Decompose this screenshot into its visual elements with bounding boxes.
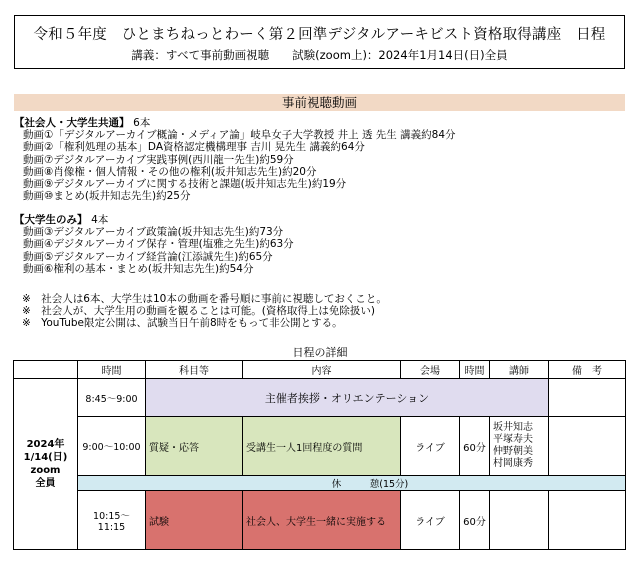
page-subtitle: 講義：すべて事前動画視聴 試験(zoom上)：2024年1月14日(日)全員 xyxy=(131,48,508,62)
row-time: 9:00～10:00 xyxy=(78,417,146,476)
video-item: 動画⑤デジタルアーカイブ経営論(江添誠先生)約65分 xyxy=(23,250,273,263)
venue-cell: ライブ xyxy=(401,491,460,550)
note: ※ 社会人は6本、大学生は10本の動画を番号順に事前に視聴しておくこと。 xyxy=(22,293,387,305)
group-title: 【社会人・大学生共通】 6本 xyxy=(14,117,151,129)
group-students xyxy=(14,214,294,275)
orientation-cell: 主催者挨拶・オリエンテーション xyxy=(146,379,549,417)
video-item: 動画①「デジタルアーカイブ概論・メディア論」岐阜女子大学教授 井上 透 先生 講義約84分 xyxy=(23,129,456,142)
break-row: 休 憩(15分) xyxy=(78,476,626,491)
video-item: 動画⑨デジタルアーカイブに関する技術と課題(坂井知志先生)約19分 xyxy=(23,178,347,191)
video-item: 動画⑦デジタルアーカイブ実践事例(西川龍一先生)約59分 xyxy=(23,153,294,166)
duration-cell: 60分 xyxy=(460,417,490,476)
header-time: 時間 xyxy=(78,361,146,379)
subject-cell: 質疑・応答 xyxy=(146,417,243,476)
lecturer-cell xyxy=(490,491,549,550)
row-time: 8:45～9:00 xyxy=(78,379,146,417)
group-title: 【大学生のみ】 4本 xyxy=(14,214,109,226)
remarks-cell xyxy=(549,379,626,417)
date-cell: 2024年 1/14(日) zoom 全員 xyxy=(14,379,78,550)
page-title: 令和５年度 ひとまちねっとわーく第２回準デジタルアーキビスト資格取得講座 日程 xyxy=(33,27,606,43)
lecturer-cell: 坂井知志 平塚寿夫 仲野朝美 村岡康秀 xyxy=(490,417,549,476)
group-common xyxy=(14,117,456,202)
header-venue: 会場 xyxy=(401,361,460,379)
title-box xyxy=(14,15,625,69)
header-blank xyxy=(14,361,78,379)
remarks-cell xyxy=(549,491,626,550)
schedule-title: 日程の詳細 xyxy=(292,346,348,359)
video-item: 動画④デジタルアーカイブ保存・管理(塩雅之先生)約63分 xyxy=(23,238,294,251)
subject-cell: 試験 xyxy=(146,491,243,550)
duration-cell: 60分 xyxy=(460,491,490,550)
video-item: 動画⑧肖像権・個人情報・その他の権利(坂井知志先生)約20分 xyxy=(23,165,317,178)
header-remarks: 備 考 xyxy=(549,361,626,379)
video-item: 動画②「権利処理の基本」DA資格認定機構理事 吉川 晃先生 講義約64分 xyxy=(23,141,365,154)
venue-cell: ライブ xyxy=(401,417,460,476)
schedule-table xyxy=(13,360,626,550)
note: ※ YouTube限定公開は、試験当日午前8時をもって非公開とする。 xyxy=(22,317,343,330)
content-cell: 社会人、大学生一緒に実施する xyxy=(243,491,401,550)
video-item: 動画⑩まとめ(坂井知志先生)約25分 xyxy=(23,190,191,203)
header-duration: 時間 xyxy=(460,361,490,379)
video-item: 動画③デジタルアーカイブ政策論(坂井知志先生)約73分 xyxy=(23,226,284,239)
remarks-cell xyxy=(549,417,626,476)
header-lecturer: 講師 xyxy=(490,361,549,379)
row-time: 10:15～11:15 xyxy=(78,491,146,550)
notes xyxy=(22,293,387,330)
section-heading: 事前視聴動画 xyxy=(14,94,625,111)
header-content: 内容 xyxy=(243,361,401,379)
header-subject: 科目等 xyxy=(146,361,243,379)
note: ※ 社会人が、大学生用の動画を観ることは可能。(資格取得上は免除扱い) xyxy=(22,305,375,318)
content-cell: 受講生一人1回程度の質問 xyxy=(243,417,401,476)
video-item: 動画⑥権利の基本・まとめ(坂井知志先生)約54分 xyxy=(23,262,254,275)
